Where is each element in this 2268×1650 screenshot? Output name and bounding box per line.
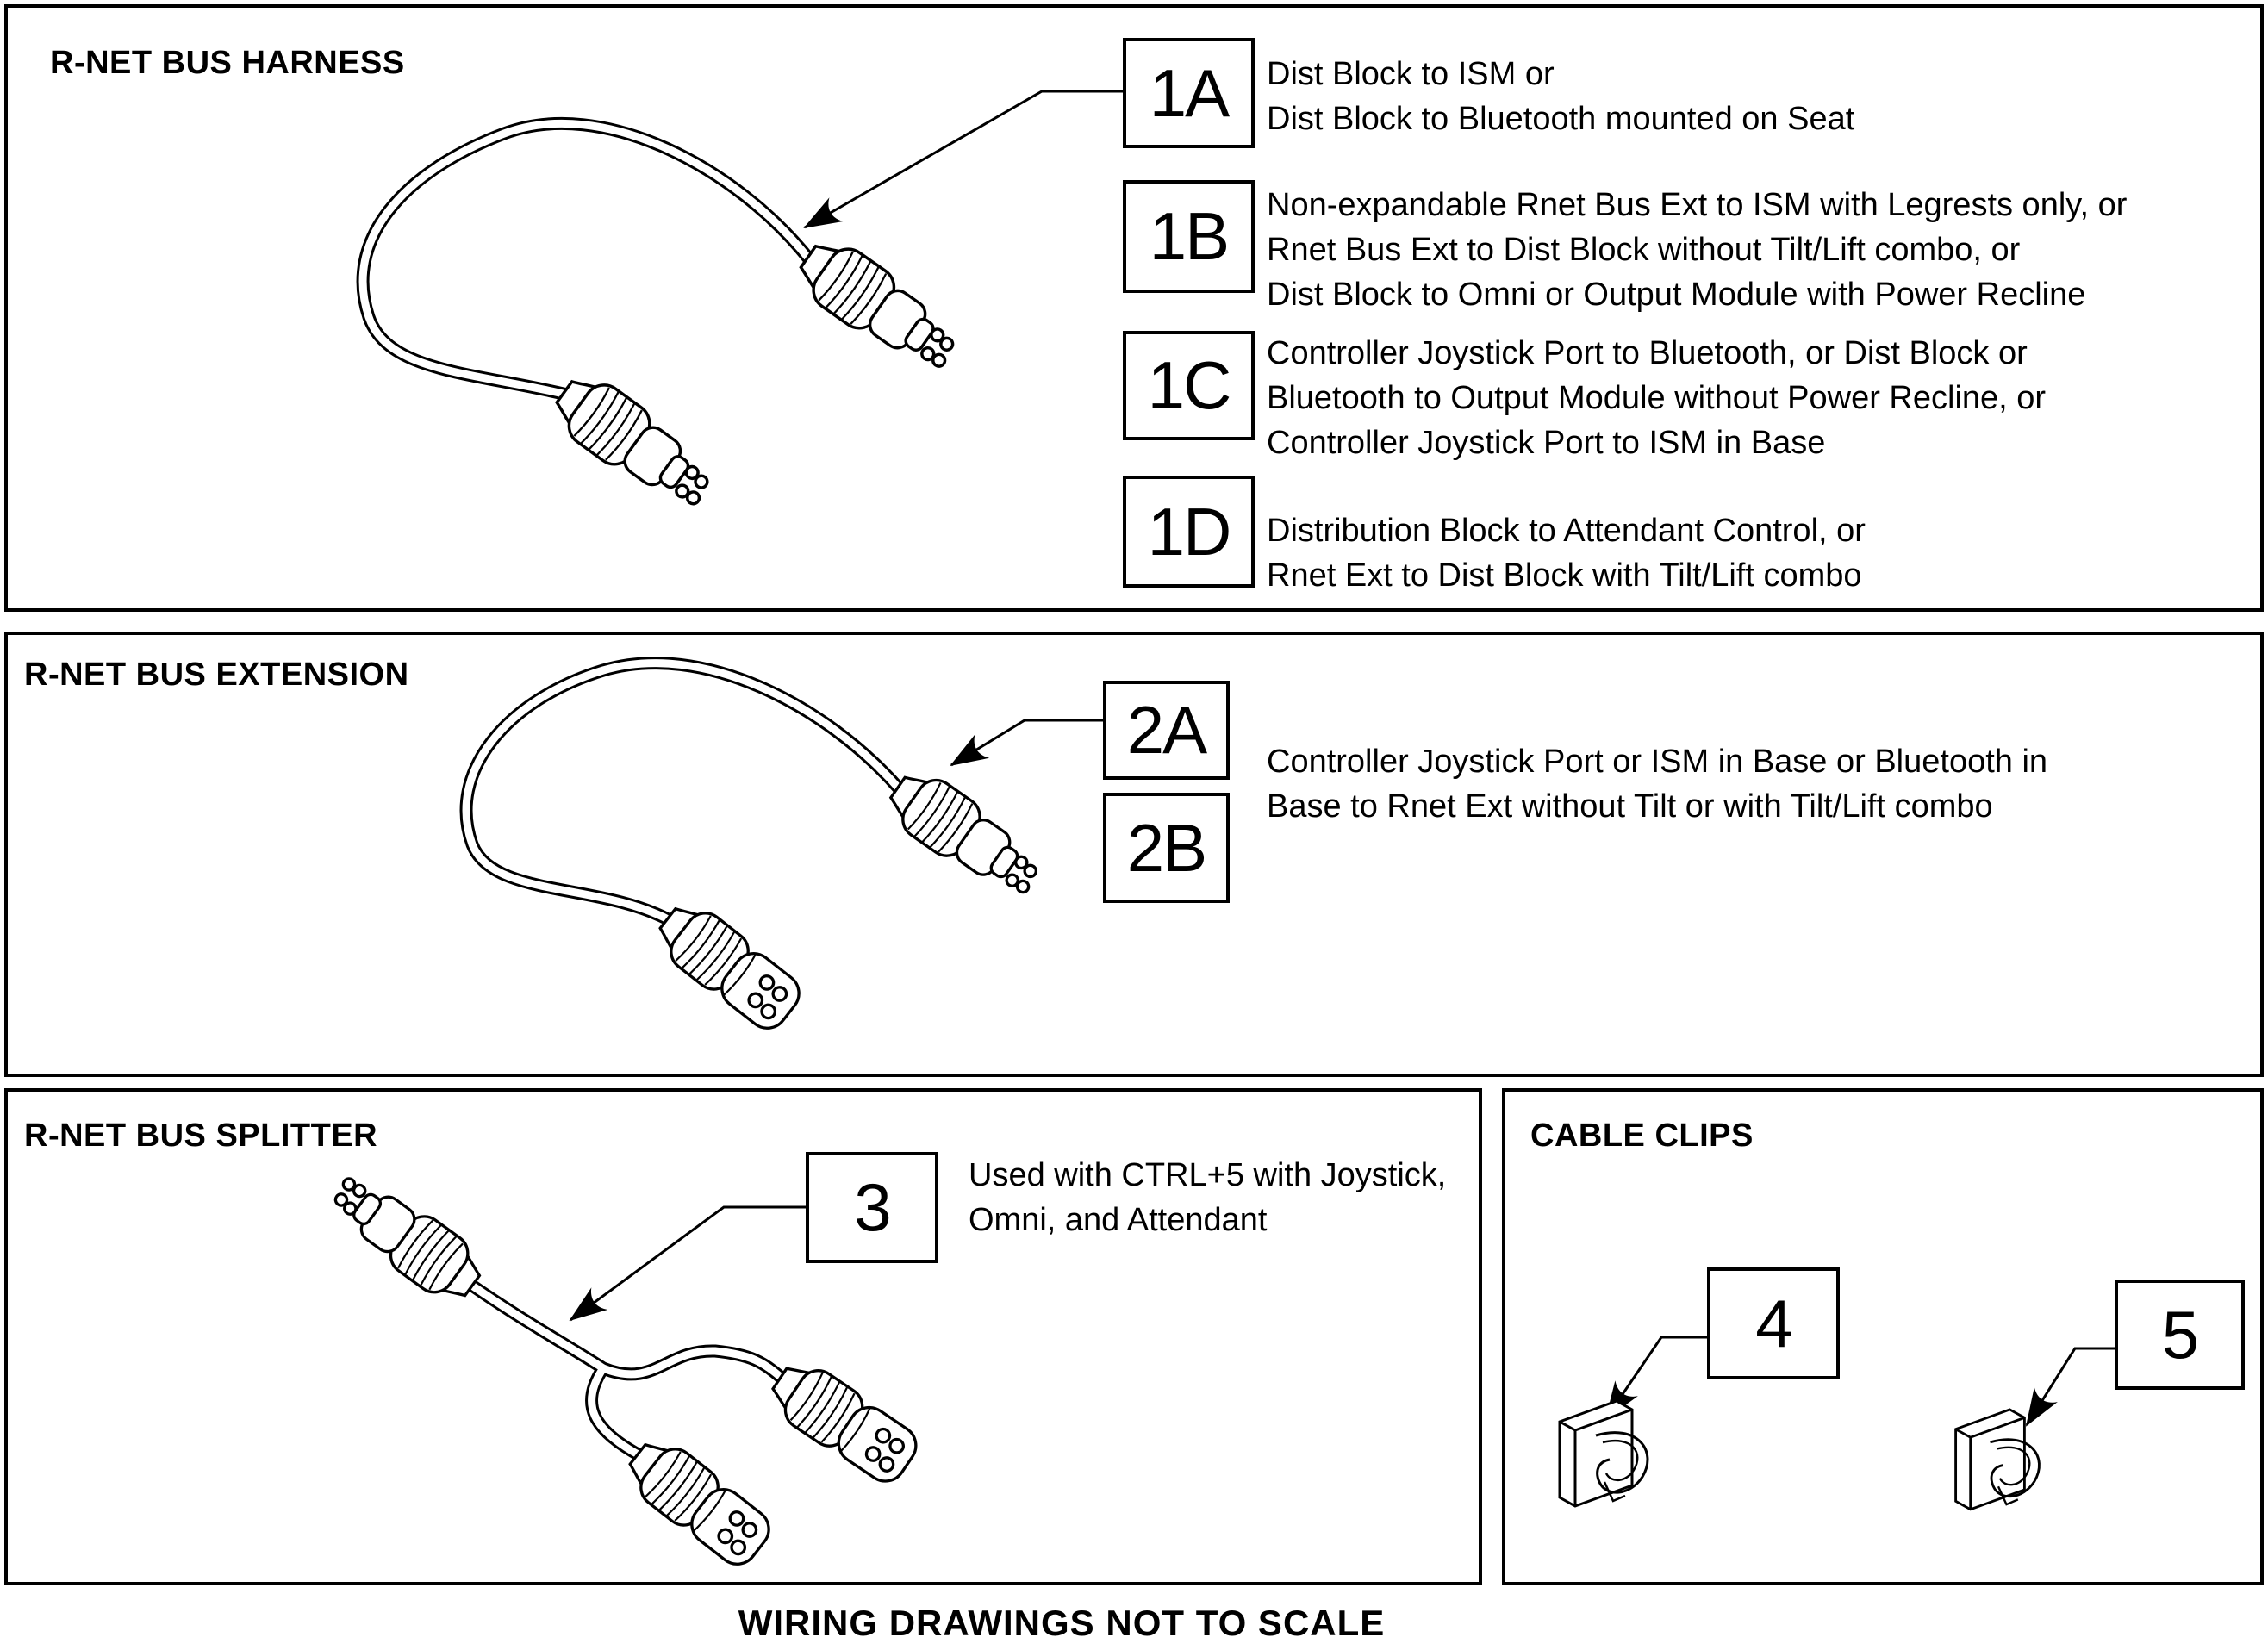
leader-arrow-2a (951, 720, 1103, 765)
label-box-4: 4 (1707, 1267, 1840, 1379)
label-box-1c: 1C (1123, 331, 1255, 440)
splitter-section-title: R-NET BUS SPLITTER (24, 1118, 378, 1154)
label-box-3: 3 (806, 1152, 938, 1263)
description-3: Used with CTRL+5 with Joystick, Omni, and Attendant (969, 1157, 1447, 1238)
harness-cable-drawing (363, 123, 969, 520)
leader-arrow-3 (570, 1207, 806, 1320)
description-1d: Distribution Block to Attendant Control, or Rnet Ext to Dist Block with Tilt/Lift combo (1267, 513, 1866, 594)
leader-arrow-1a (805, 91, 1123, 227)
leader-arrow-5 (2027, 1348, 2115, 1425)
label-box-1b: 1B (1123, 180, 1255, 293)
not-to-scale-note: WIRING DRAWINGS NOT TO SCALE (738, 1603, 1386, 1643)
cable-clip-4-drawing (1560, 1401, 1648, 1506)
cable-clips-section-title: CABLE CLIPS (1530, 1118, 1754, 1154)
label-box-1d: 1D (1123, 476, 1255, 588)
description-2: Controller Joystick Port or ISM in Base or Bluetooth in Base to Rnet Ext without Tilt or with Tilt/Lift combo (1267, 744, 2048, 825)
extension-section-title: R-NET BUS EXTENSION (24, 657, 409, 693)
label-box-1a: 1A (1123, 38, 1255, 148)
harness-section-title: R-NET BUS HARNESS (50, 45, 405, 81)
description-1b: Non-expandable Rnet Bus Ext to ISM with Legrests only, or Rnet Bus Ext to Dist Block without Tilt/Lift combo, or Dist Block to Omni or Output Module with Power Recline (1267, 187, 2128, 313)
label-box-2a: 2A (1103, 681, 1230, 780)
label-box-2b: 2B (1103, 793, 1230, 903)
description-1c: Controller Joystick Port to Bluetooth, or Dist Block or Bluetooth to Output Module without Power Recline, or Controller Joystick Port to ISM in Base (1267, 335, 2047, 461)
description-1a: Dist Block to ISM or Dist Block to Bluetooth mounted on Seat (1267, 56, 1855, 137)
label-box-5: 5 (2115, 1280, 2245, 1390)
extension-cable-drawing (466, 663, 1051, 1038)
